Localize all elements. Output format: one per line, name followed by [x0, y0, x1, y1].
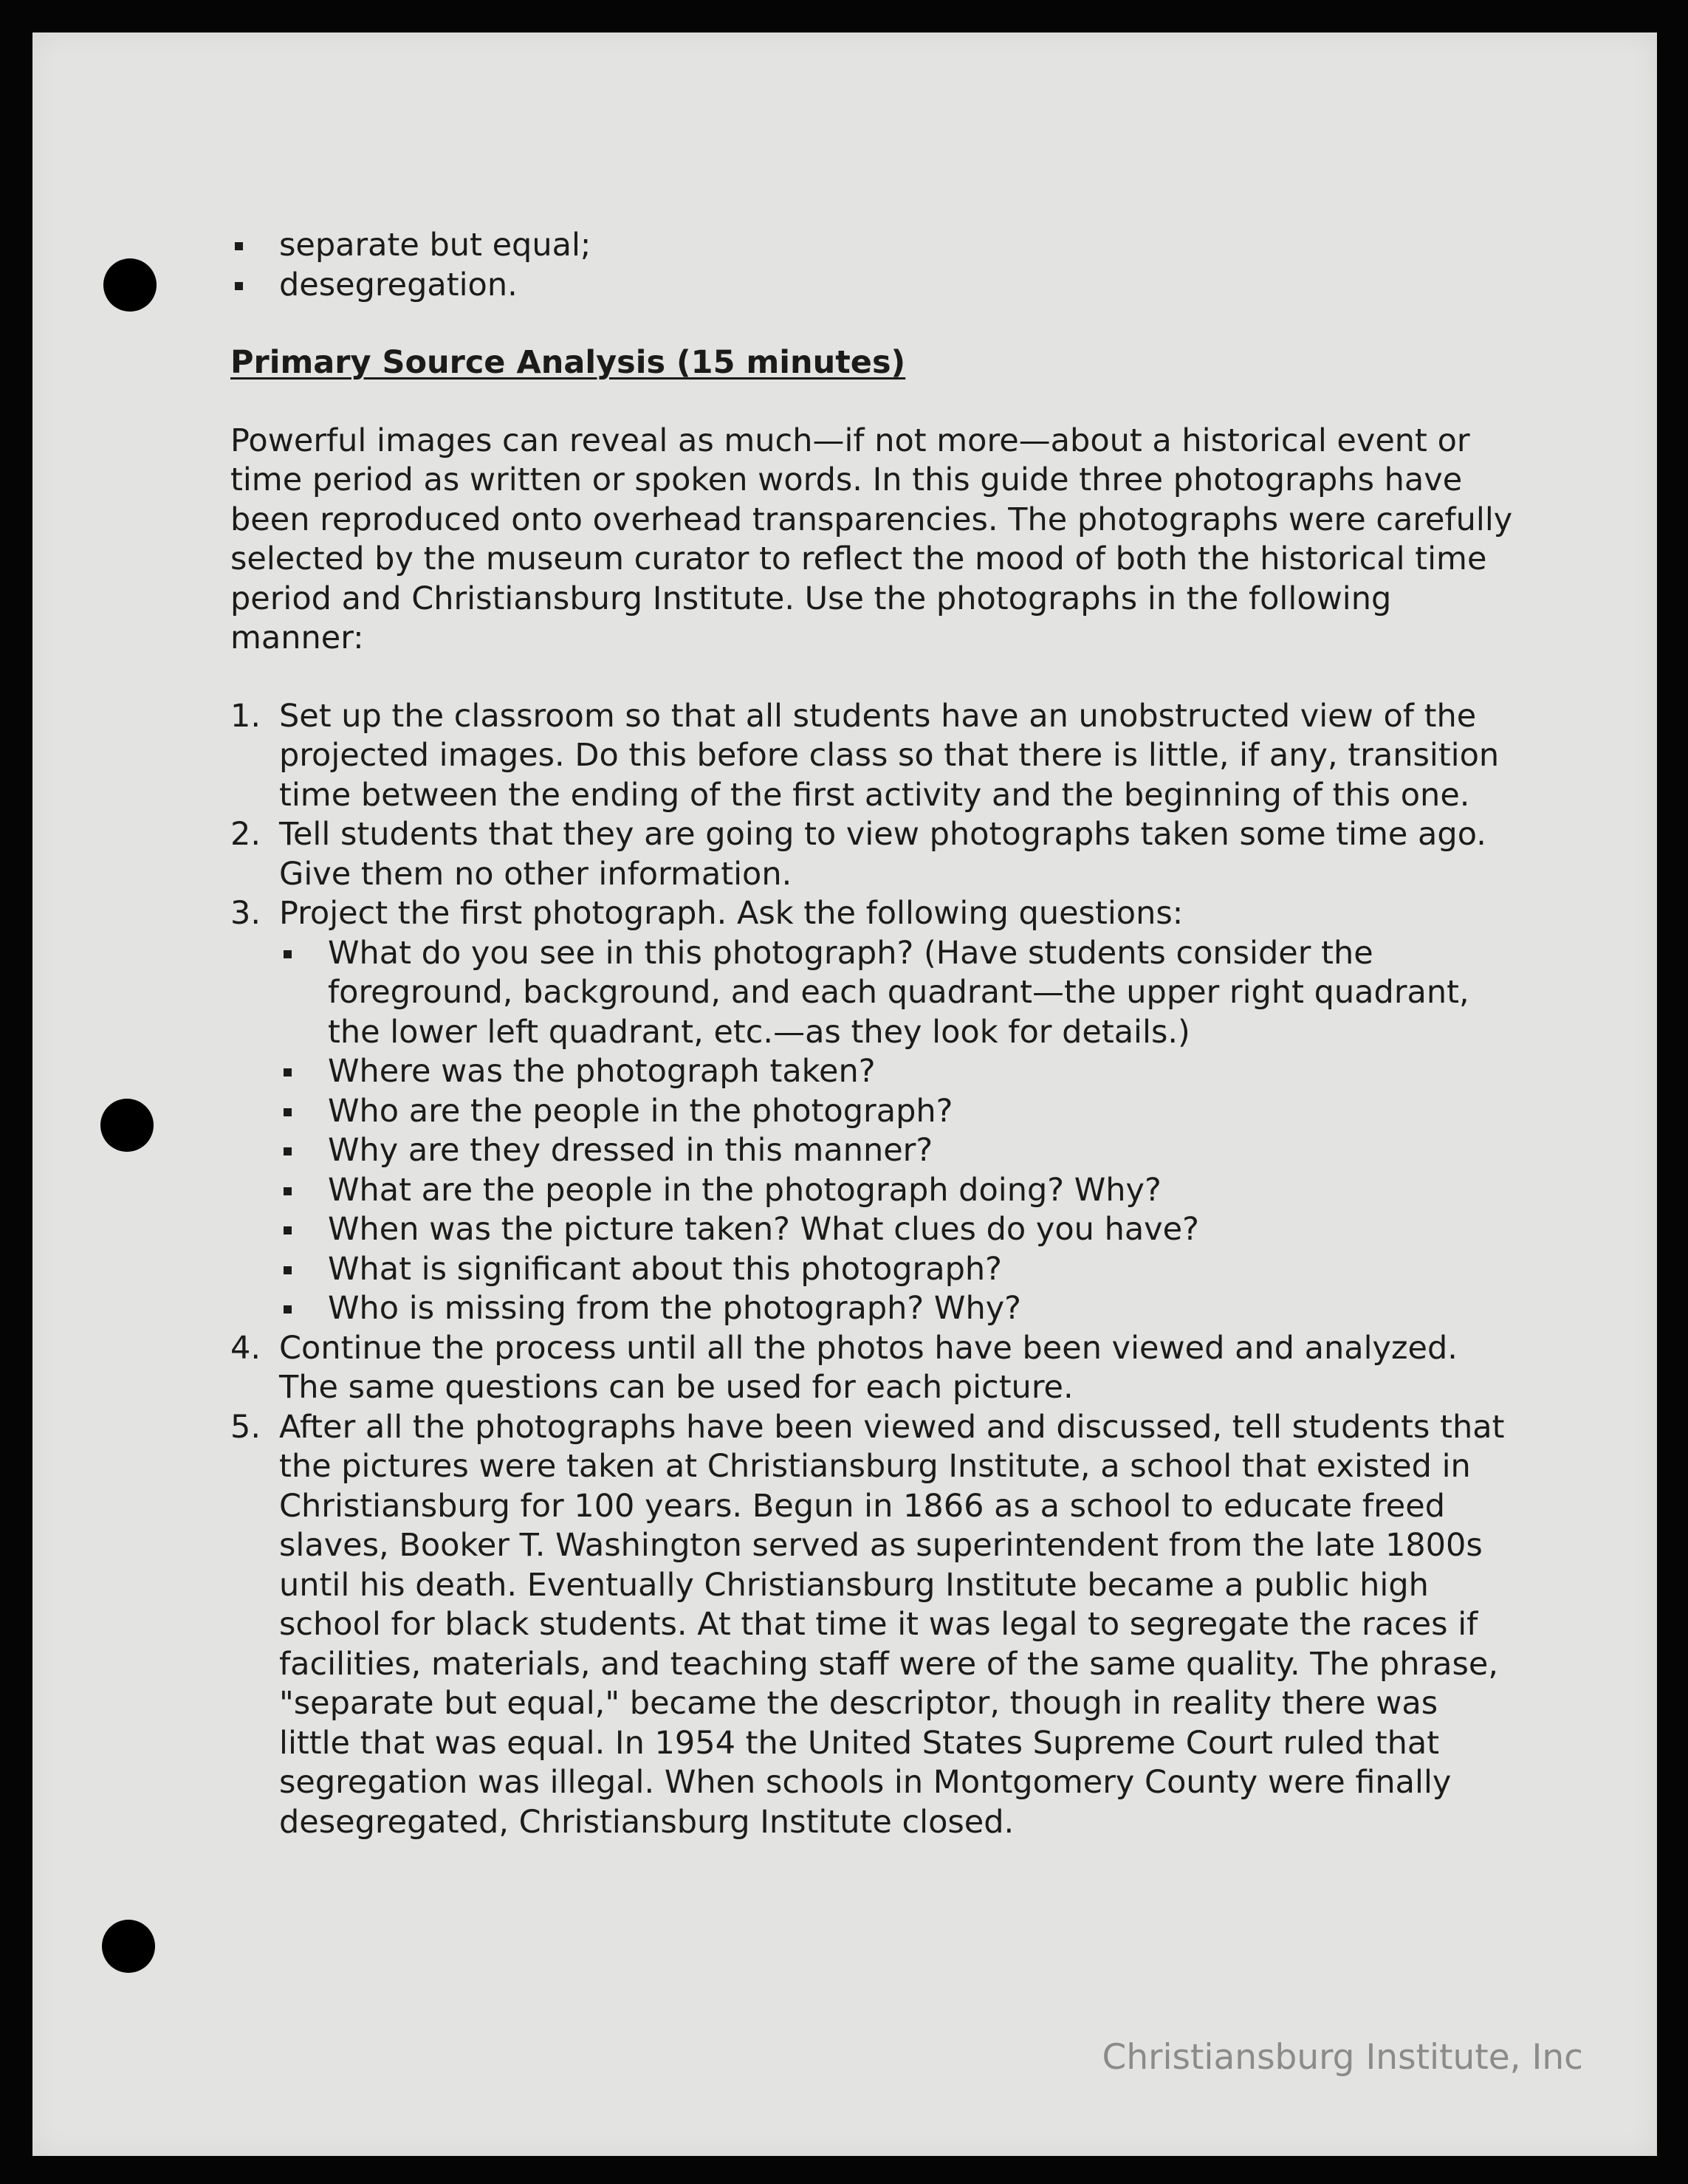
list-item: desegregation.	[230, 266, 1515, 306]
binder-hole	[102, 1920, 155, 1973]
footer-watermark: Christiansburg Institute, Inc	[1102, 2037, 1583, 2078]
question-item: What do you see in this photograph? (Have students consider the foreground, background, and each quadrant—the upper right quadrant, the lower left quadrant, etc.—as they look for details.)	[279, 934, 1515, 1053]
step-number: 1.	[230, 697, 261, 735]
step-text: Tell students that they are going to view photographs taken some time ago. Give them no other information.	[279, 816, 1486, 893]
question-item: What is significant about this photograph?	[279, 1250, 1515, 1290]
steps-list	[230, 697, 1515, 1843]
section-heading: Primary Source Analysis (15 minutes)	[230, 344, 906, 381]
question-item: When was the picture taken? What clues do you have?	[279, 1210, 1515, 1250]
step-number: 3.	[230, 895, 261, 932]
step-item	[230, 1408, 1515, 1843]
binder-hole	[103, 258, 157, 312]
list-item: separate but equal;	[230, 226, 1515, 266]
step-number: 2.	[230, 816, 261, 853]
document-page	[32, 32, 1657, 2156]
vocabulary-list	[230, 226, 1515, 305]
question-item: Who are the people in the photograph?	[279, 1092, 1515, 1132]
step-number: 4.	[230, 1329, 261, 1367]
step-item	[230, 815, 1515, 894]
document-body	[230, 226, 1515, 1842]
step-text: Project the first photograph. Ask the following questions:	[279, 895, 1184, 932]
question-item: Where was the photograph taken?	[279, 1052, 1515, 1092]
questions-list	[279, 934, 1515, 1329]
question-item: Who is missing from the photograph? Why?	[279, 1289, 1515, 1329]
step-text: Continue the process until all the photos have been viewed and analyzed. The same questions can be used for each picture.	[279, 1329, 1458, 1406]
binder-hole	[100, 1099, 154, 1152]
question-item: Why are they dressed in this manner?	[279, 1131, 1515, 1171]
intro-paragraph: Powerful images can reveal as much—if not more—about a historical event or time period as written or spoken words. In this guide three photographs have been reproduced onto overhead transparencies. The photographs were carefully selected by the museum curator to reflect the mood of both the historical time period and Christiansburg Institute. Use the photographs in the following manner:	[230, 422, 1513, 656]
step-item	[230, 1329, 1515, 1408]
step-item	[230, 894, 1515, 1329]
step-item	[230, 697, 1515, 816]
step-number: 5.	[230, 1408, 261, 1446]
step-text: After all the photographs have been viewed and discussed, tell students that the pictures were taken at Christiansburg Institute, a school that existed in Christiansburg for 100 years. Begun in 1866 as a school to educate freed slaves, Booker T. Washington served as superintendent from the late 1800s until his death. Eventually Christiansburg Institute became a public high school for black students. At that time it was legal to segregate the races if facilities, materials, and teaching staff were of the same quality. The phrase, "separate but equal," became the descriptor, though in reality there was little that was equal. In 1954 the United States Supreme Court ruled that segregation was illegal. When schools in Montgomery County were finally desegregated, Christiansburg Institute closed.	[279, 1408, 1505, 1841]
step-text: Set up the classroom so that all students have an unobstructed view of the projected images. Do this before class so that there is little, if any, transition time between the ending of the first activity and the beginning of this one.	[279, 697, 1500, 814]
question-item: What are the people in the photograph doing? Why?	[279, 1171, 1515, 1211]
